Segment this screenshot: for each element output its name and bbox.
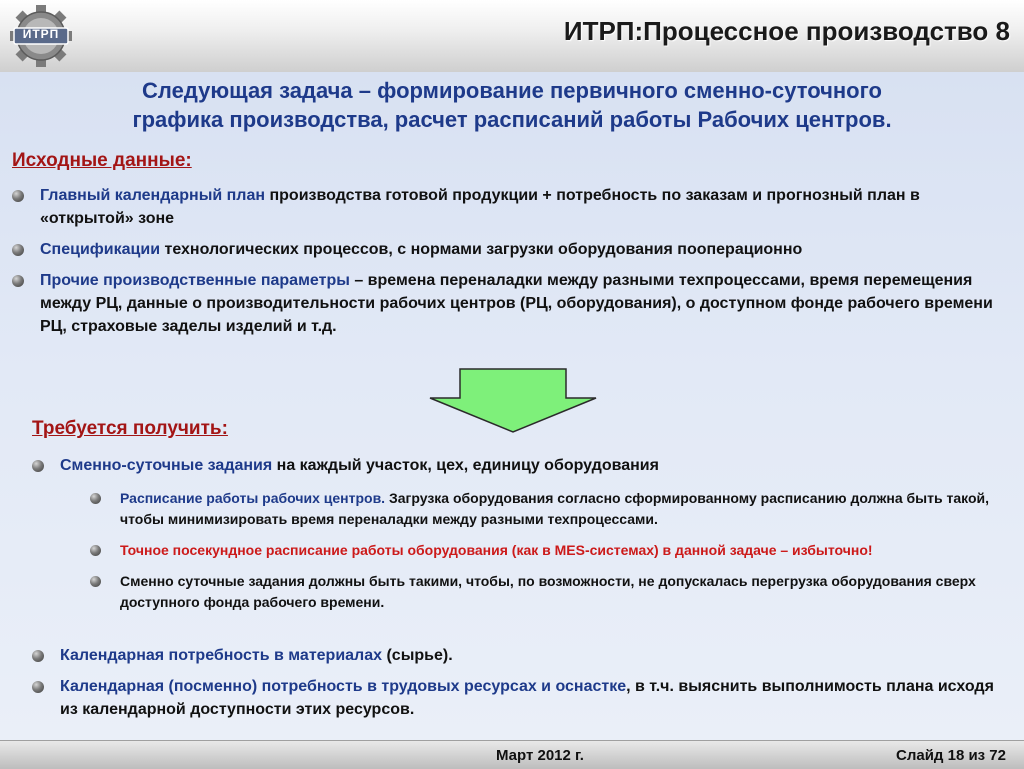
item-text: на каждый участок, цех, единицу оборудования xyxy=(272,457,659,474)
bullet-icon xyxy=(12,244,24,256)
list-item xyxy=(32,454,1002,477)
item-highlight: Расписание работы рабочих центров. xyxy=(120,490,386,506)
item-highlight: Календарная (посменно) потребность в трудовых ресурсах и оснастке xyxy=(60,678,627,695)
bullet-icon xyxy=(32,460,44,472)
bullet-icon xyxy=(32,681,44,693)
list-item xyxy=(32,644,1002,667)
item-text: Сменно суточные задания должны быть такими, чтобы, по возможности, не допускалась перегрузка оборудования сверх доступного фонда рабочего времени. xyxy=(120,573,976,610)
item-highlight: Прочие производственные параметры xyxy=(40,272,350,289)
down-arrow-icon xyxy=(428,368,598,434)
slide-footer xyxy=(0,740,1024,769)
sub-list-item xyxy=(82,488,1002,530)
list-item xyxy=(12,269,1002,338)
task-title-line-2: графика производства, расчет расписаний работы Рабочих центров. xyxy=(132,107,892,132)
slide-title: ИТРП:Процессное производство 8 xyxy=(563,16,1010,46)
outputs-heading: Требуется получить: xyxy=(32,418,228,439)
bullet-icon xyxy=(90,545,101,556)
slide-header xyxy=(0,0,1024,74)
item-text: технологических процессов, с нормами загрузки оборудования пооперационно xyxy=(160,241,803,258)
list-item xyxy=(12,184,1002,230)
list-item xyxy=(12,238,1002,261)
inputs-list xyxy=(12,184,1002,346)
sub-list-item xyxy=(82,571,1002,613)
bullet-icon xyxy=(12,275,24,287)
task-title-line-1: Следующая задача – формирование первичного сменно-суточного xyxy=(142,78,882,103)
bullet-icon xyxy=(90,493,101,504)
company-logo xyxy=(6,4,76,68)
inputs-heading: Исходные данные: xyxy=(12,150,192,171)
task-title xyxy=(20,76,1004,134)
item-highlight: Спецификации xyxy=(40,241,161,258)
item-highlight: Главный календарный план xyxy=(40,187,266,204)
outputs-sublist xyxy=(82,488,1002,623)
sub-list-item xyxy=(82,540,1002,561)
warning-text: Точное посекундное расписание работы оборудования (как в MES-системах) в данной задаче – избыточно! xyxy=(120,542,873,558)
footer-date: Март 2012 г. xyxy=(496,747,584,764)
bullet-icon xyxy=(90,576,101,587)
slide-content xyxy=(0,72,1024,740)
outputs-list-2 xyxy=(32,644,1002,729)
item-text: (сырье). xyxy=(382,647,453,664)
slide-number: Слайд 18 из 72 xyxy=(896,747,1006,764)
item-text: – времена переналадки между разными техпроцессами, время перемещения между РЦ, данные о производительности рабочих центров (РЦ, оборудования), о доступном фонде рабочего времени РЦ, страховые заделы изделий и т.д. xyxy=(40,272,993,335)
item-highlight: Календарная потребность в материалах xyxy=(60,647,383,664)
logo-text: ИТРП xyxy=(22,27,60,41)
item-text: производства готовой продукции + потребность по заказам и прогнозный план в «открытой» зоне xyxy=(40,187,920,227)
bullet-icon xyxy=(12,190,24,202)
item-text: Загрузка оборудования согласно сформированному расписанию должна быть такой, чтобы минимизировать время переналадки между разными техпроцессами. xyxy=(120,490,989,527)
bullet-icon xyxy=(32,650,44,662)
outputs-list xyxy=(32,454,1002,485)
item-highlight: Сменно-суточные задания xyxy=(60,457,273,474)
list-item xyxy=(32,675,1002,721)
item-text: , в т.ч. выяснить выполнимость плана исходя из календарной доступности этих ресурсов. xyxy=(60,678,994,718)
